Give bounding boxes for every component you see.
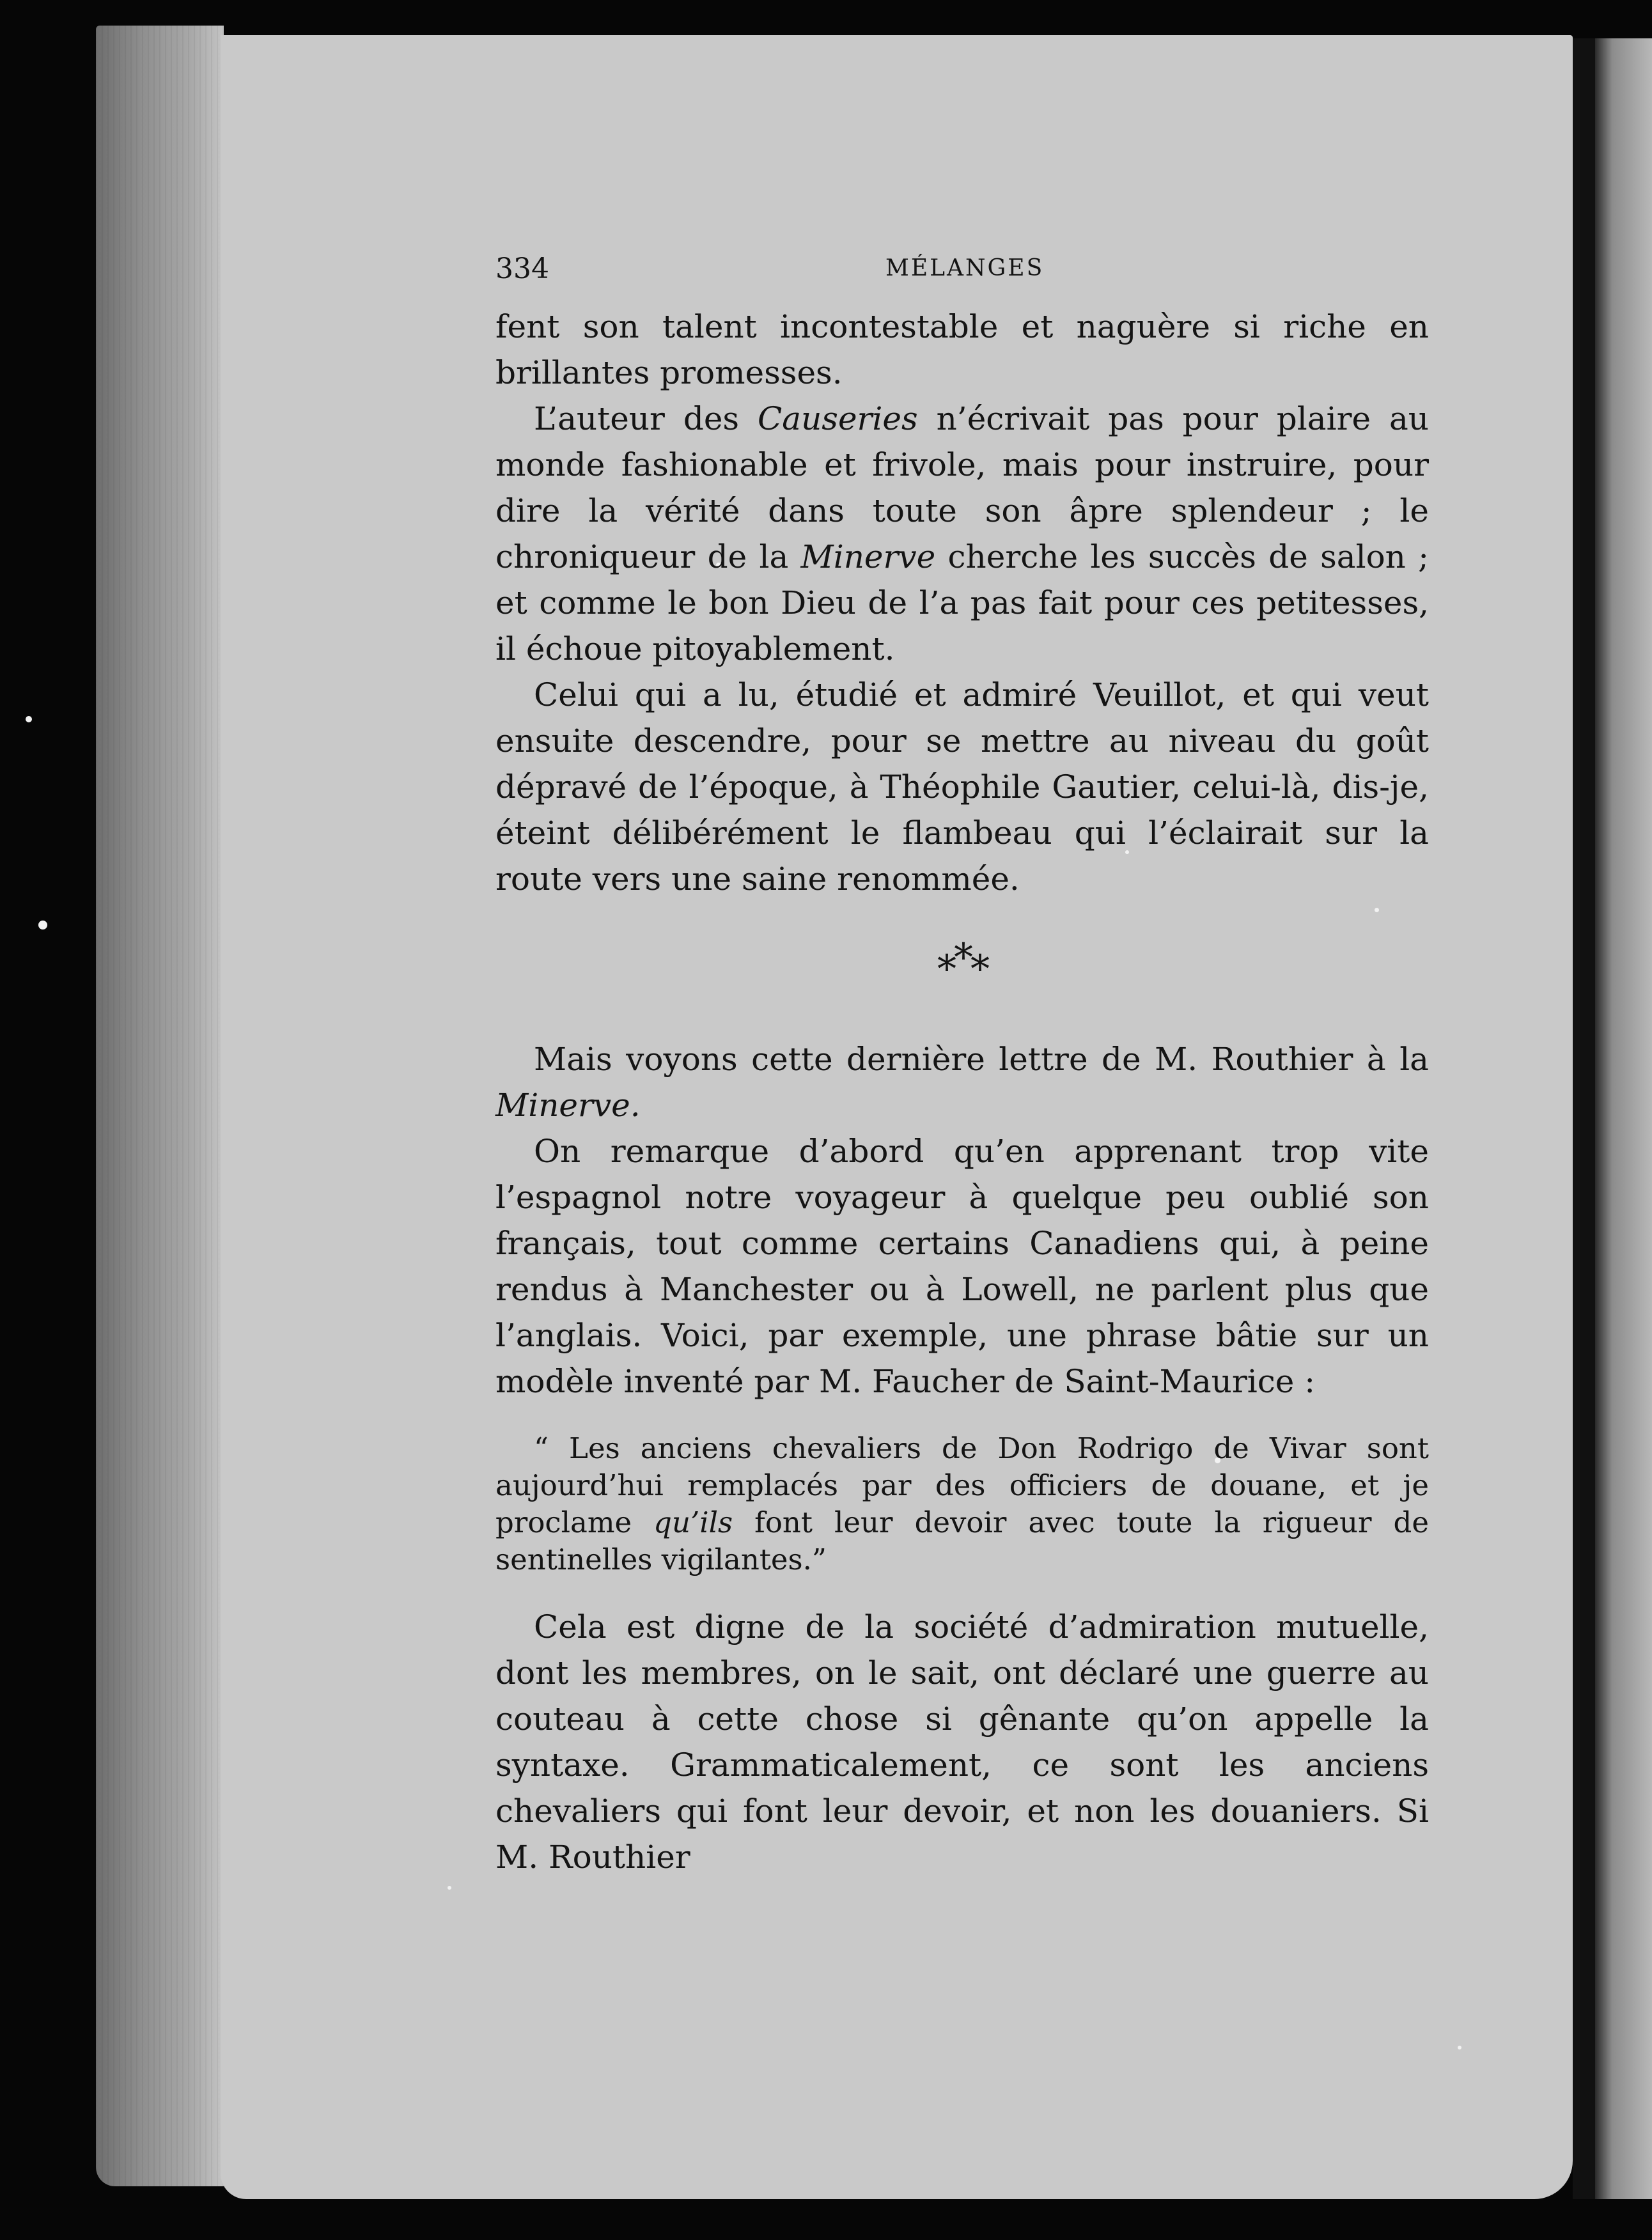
scan-speck bbox=[1458, 2046, 1461, 2049]
section-separator: *** bbox=[937, 935, 987, 992]
gutter-shadow bbox=[1573, 38, 1595, 2199]
paragraph-6: Cela est digne de la société d’admiration mutuelle, dont les membres, on le sait, ont déclaré une guerre au couteau à cette chose si gênante qu’on appelle la syntaxe. Grammaticalement, ce sont les anciens chevaliers qui font leur devoir, et non les douaniers. Si M. Routhier bbox=[495, 1608, 1429, 1876]
paragraph-1: fent son talent incontestable et naguère si riche en brillantes promesses. bbox=[495, 308, 1429, 391]
text-block bbox=[495, 253, 1429, 1880]
paragraph-4: Mais voyons cette dernière lettre de M. Routhier à la Minerve. bbox=[495, 1041, 1429, 1124]
scan-speck bbox=[448, 1886, 451, 1890]
running-head bbox=[495, 253, 1429, 304]
page-number: 334 bbox=[495, 253, 549, 285]
scan-speck bbox=[26, 716, 32, 722]
facing-page-edge bbox=[1595, 38, 1652, 2199]
paragraph-5: On remarque d’abord qu’en apprenant trop vite l’espagnol notre voyageur à quelque peu oublié son français, tout comme certains Canadiens qui, à peine rendus à Manchester ou à Lowell, ne parlent plus que l’anglais. Voici, par exemple, une phrase bâtie sur un modèle inventé par M. Faucher de Saint-Maurice : bbox=[495, 1133, 1429, 1400]
page-edges bbox=[96, 26, 224, 2186]
running-title: MÉLANGES bbox=[885, 255, 1045, 281]
block-quote: “ Les anciens chevaliers de Don Rodrigo de Vivar sont aujourd’hui remplacés par des officiers de douane, et je proclame qu’ils font leur devoir avec toute la rigueur de sentinelles vigilantes.” bbox=[495, 1431, 1429, 1576]
paragraph-3: Celui qui a lu, étudié et admiré Veuillot, et qui veut ensuite descendre, pour se mettre au niveau du goût dépravé de l’époque, à Théophile Gautier, celui-là, dis-je, éteint délibérément le flambeau qui l’éclairait sur la route vers une saine renommée. bbox=[495, 676, 1429, 898]
paragraph-2: L’auteur des Causeries n’écrivait pas pour plaire au monde fashionable et frivole, mais pour instruire, pour dire la vérité dans toute son âpre splendeur ; le chroniqueur de la Minerve cherche les succès de salon ; et comme le bon Dieu de l’a pas fait pour ces petitesses, il échoue pitoyablement. bbox=[495, 400, 1430, 667]
scan-speck bbox=[38, 921, 47, 929]
